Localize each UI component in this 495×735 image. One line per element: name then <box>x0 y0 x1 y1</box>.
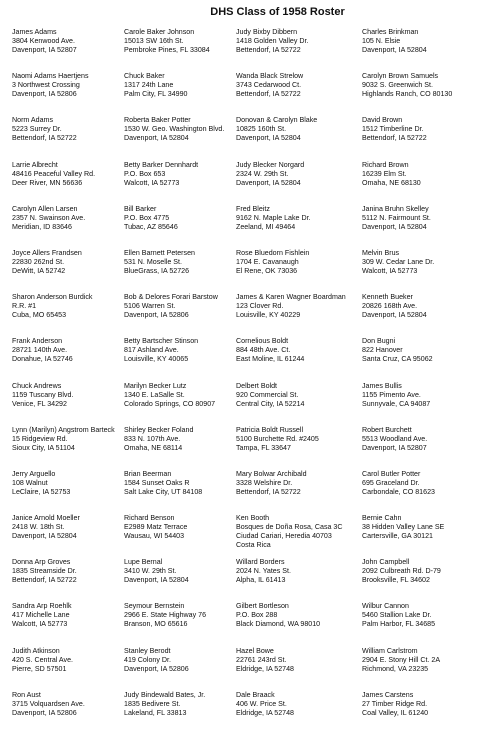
entry-name: Betty Bartscher Stinson <box>124 337 199 346</box>
entry-address-line: Davenport, IA 52804 <box>236 178 301 187</box>
entry-address-line: Davenport, IA 52804 <box>124 576 189 585</box>
entry-address-line: Bettendorf, IA 52722 <box>236 46 301 54</box>
entry-address-line: R.R. #1 <box>12 302 37 311</box>
entry-address-line: 5106 Warren St. <box>124 302 176 311</box>
entry-address-line: BlueGrass, IA 52726 <box>124 266 190 275</box>
entry-address-line: Davenport, IA 52804 <box>362 46 427 54</box>
roster-entry <box>124 293 242 337</box>
roster-entry <box>236 558 354 602</box>
entry-name: Don Bugni <box>362 337 396 346</box>
roster-entry <box>12 647 130 691</box>
entry-name: Judy Bindewald Bates, Jr. <box>124 690 206 699</box>
entry-name: Roberta Baker Potter <box>124 116 191 125</box>
entry-address-line: 20826 168th Ave. <box>362 302 418 311</box>
entry-name: Judy Bixby Dibbern <box>236 28 298 36</box>
entry-address-line: 3 Northwest Crossing <box>12 81 80 90</box>
entry-name: Judy Blecker Norgard <box>236 160 305 169</box>
entry-address-line: 1418 Golden Valley Dr. <box>236 37 309 45</box>
roster-entry <box>362 161 480 205</box>
entry-name: Carolyn Allen Larsen <box>12 204 78 213</box>
entry-address-line: Louisville, KY 40065 <box>124 355 189 364</box>
entry-name: Donna Arp Groves <box>12 558 71 567</box>
entry-name: Chuck Baker <box>124 72 165 81</box>
entry-address-line: Black Diamond, WA 98010 <box>236 620 321 629</box>
entry-address-line: Lakeland, FL 33813 <box>124 708 187 717</box>
entry-address-line: Davenport, IA 52806 <box>124 664 189 673</box>
entry-address-line: 10825 160th St. <box>236 125 287 134</box>
roster-entry <box>362 470 480 514</box>
entry-address-line: 2357 N. Swainson Ave. <box>12 213 86 222</box>
entry-address-line: 2024 N. Yates St. <box>236 567 291 576</box>
entry-address-line: 822 Hanover <box>362 346 403 355</box>
entry-address-line: Davenport, IA 52804 <box>362 222 427 231</box>
roster-entry <box>12 72 130 116</box>
entry-address-line: Tubac, AZ 85646 <box>124 222 178 231</box>
entry-address-line: 123 Clover Rd. <box>236 302 284 311</box>
roster-entry <box>236 337 354 381</box>
entry-address-line: 2904 E. Stony Hill Ct. 2A <box>362 655 441 664</box>
roster-entry <box>12 514 130 558</box>
entry-address-line: 884 48th Ave. Ct. <box>236 346 291 355</box>
entry-name: Ellen Barnett Petersen <box>124 248 195 257</box>
entry-address-line: 3328 Welshire Dr. <box>236 478 293 487</box>
entry-address-line: 1159 Tuscany Blvd. <box>12 390 74 399</box>
roster-entry <box>236 28 354 72</box>
roster-entry <box>12 470 130 514</box>
roster-entry <box>124 426 242 470</box>
roster-entry <box>236 249 354 293</box>
roster-entry <box>12 558 130 602</box>
roster-entry <box>124 382 242 426</box>
entry-name: Shirley Becker Foland <box>124 425 194 434</box>
roster-entry <box>236 470 354 514</box>
entry-address-line: Davenport, IA 52804 <box>124 134 189 143</box>
roster-entry <box>124 470 242 514</box>
entry-name: Carole Baker Johnson <box>124 28 195 36</box>
entry-address-line: Cuba, MO 65453 <box>12 311 67 320</box>
entry-address-line: Brooksville, FL 34602 <box>362 576 430 585</box>
entry-address-line: 38 Hidden Valley Lane SE <box>362 523 445 532</box>
entry-address-line: El Rene, OK 73036 <box>236 266 298 275</box>
roster-entry <box>362 28 480 72</box>
roster-entry <box>362 382 480 426</box>
entry-address-line: 22761 243rd St. <box>236 655 287 664</box>
entry-name: Mary Bolwar Archibald <box>236 469 307 478</box>
roster-entry <box>362 72 480 116</box>
entry-address-line: 3804 Kenwood Ave. <box>12 37 75 45</box>
entry-address-line: Walcott, IA 52773 <box>12 620 68 629</box>
entry-address-line: 920 Commercial St. <box>236 390 299 399</box>
entry-address-line: Costa Rica <box>236 541 271 550</box>
entry-address-line: 28721 140th Ave. <box>12 346 68 355</box>
entry-address-line: Bettendorf, IA 52722 <box>12 134 77 143</box>
entry-address-line: Branson, MO 65616 <box>124 620 188 629</box>
entry-address-line: E2989 Matz Terrace <box>124 523 188 532</box>
entry-address-line: 833 N. 107th Ave. <box>124 434 181 443</box>
entry-address-line: Zeeland, MI 49464 <box>236 222 296 231</box>
entry-name: Patricia Boldt Russell <box>236 425 304 434</box>
entry-address-line: Tampa, FL 33647 <box>236 443 291 452</box>
entry-address-line: Bettendorf, IA 52722 <box>236 90 301 99</box>
entry-address-line: 309 W. Cedar Lane Dr. <box>362 257 435 266</box>
entry-address-line: 419 Colony Dr. <box>124 655 171 664</box>
roster-column-4 <box>362 28 480 735</box>
entry-address-line: Omaha, NE 68130 <box>362 178 421 187</box>
entry-address-line: 1155 Pimento Ave. <box>362 390 421 399</box>
entry-name: Hazel Bowe <box>236 646 274 655</box>
entry-name: Jerry Arguello <box>12 469 56 478</box>
roster-entry <box>362 249 480 293</box>
entry-address-line: Davenport, IA 52804 <box>236 134 301 143</box>
roster-entry <box>124 691 242 735</box>
roster-entry <box>124 72 242 116</box>
entry-address-line: Alpha, IL 61413 <box>236 576 286 585</box>
entry-address-line: Davenport, IA 52804 <box>362 311 427 320</box>
entry-name: Sharon Anderson Burdick <box>12 293 93 302</box>
roster-column-1 <box>12 28 130 735</box>
entry-address-line: Walcott, IA 52773 <box>124 178 180 187</box>
roster-entry <box>124 249 242 293</box>
entry-name: Carolyn Brown Samuels <box>362 72 439 81</box>
entry-name: Carol Butler Potter <box>362 469 421 478</box>
entry-name: Frank Anderson <box>12 337 63 346</box>
entry-address-line: 5100 Burchette Rd. #2405 <box>236 434 319 443</box>
roster-entry <box>362 293 480 337</box>
roster-entry <box>124 514 242 558</box>
roster-title: DHS Class of 1958 Roster <box>210 6 345 18</box>
entry-name: Delbert Boldt <box>236 381 278 390</box>
roster-column-3 <box>236 28 354 735</box>
entry-address-line: 2092 Culbreath Rd. D-79 <box>362 567 441 576</box>
entry-address-line: 5460 Stallion Lake Dr. <box>362 611 432 620</box>
entry-address-line: Colorado Springs, CO 80907 <box>124 399 216 408</box>
entry-name: David Brown <box>362 116 403 125</box>
roster-entry <box>236 293 354 337</box>
entry-address-line: Coal Valley, IL 61240 <box>362 708 429 717</box>
entry-name: Chuck Andrews <box>12 381 62 390</box>
entry-address-line: Davenport, IA 52806 <box>12 708 77 717</box>
entry-name: Cornelious Boldt <box>236 337 289 346</box>
roster-column-2 <box>124 28 242 735</box>
entry-address-line: Bosques de Doña Rosa, Casa 3C <box>236 523 343 532</box>
roster-entry <box>362 691 480 735</box>
roster-entry <box>12 116 130 160</box>
entry-name: Donovan & Carolyn Blake <box>236 116 318 125</box>
entry-address-line: Eldridge, IA 52748 <box>236 664 294 673</box>
entry-address-line: 1704 E. Cavanaugh <box>236 257 299 266</box>
entry-address-line: 817 Ashland Ave. <box>124 346 179 355</box>
entry-name: Gilbert Bortleson <box>236 602 289 611</box>
entry-name: Bernie Cahn <box>362 514 402 523</box>
roster-entry <box>362 205 480 249</box>
entry-address-line: 3743 Cedarwood Ct. <box>236 81 302 90</box>
entry-address-line: 22830 262nd St. <box>12 257 65 266</box>
entry-address-line: Bettendorf, IA 52722 <box>236 487 301 496</box>
entry-address-line: 531 N. Moselle St. <box>124 257 182 266</box>
entry-name: Charles Brinkman <box>362 28 419 36</box>
entry-name: Robert Burchett <box>362 425 412 434</box>
entry-name: James Bullis <box>362 381 402 390</box>
roster-entry <box>362 426 480 470</box>
entry-name: Richard Benson <box>124 514 175 523</box>
entry-address-line: 417 Michelle Lane <box>12 611 70 620</box>
entry-address-line: 9162 N. Maple Lake Dr. <box>236 213 311 222</box>
entry-address-line: Omaha, NE 68114 <box>124 443 183 452</box>
entry-address-line: 2966 E. State Highway 76 <box>124 611 207 620</box>
roster-entry <box>124 205 242 249</box>
entry-name: James & Karen Wagner Boardman <box>236 293 346 302</box>
entry-address-line: 48416 Peaceful Valley Rd. <box>12 169 96 178</box>
entry-address-line: 2418 W. 18th St. <box>12 523 65 532</box>
roster-entry <box>124 647 242 691</box>
entry-name: James Carstens <box>362 690 414 699</box>
entry-name: Bob & Delores Forari Barstow <box>124 293 218 302</box>
roster-entry <box>236 161 354 205</box>
roster-entry <box>12 293 130 337</box>
entry-name: Wilbur Cannon <box>362 602 409 611</box>
entry-name: Betty Barker Dennhardt <box>124 160 199 169</box>
roster-entry <box>236 647 354 691</box>
entry-address-line: 9032 S. Greenwich St. <box>362 81 433 90</box>
entry-address-line: 2324 W. 29th St. <box>236 169 289 178</box>
roster-entry <box>124 116 242 160</box>
entry-address-line: DeWitt, IA 52742 <box>12 266 66 275</box>
entry-address-line: LeClaire, IA 52753 <box>12 487 71 496</box>
entry-address-line: 1317 24th Lane <box>124 81 174 90</box>
entry-name: Norm Adams <box>12 116 53 125</box>
entry-address-line: 1584 Sunset Oaks R <box>124 478 190 487</box>
entry-address-line: Bettendorf, IA 52722 <box>362 134 427 143</box>
entry-name: Kenneth Bueker <box>362 293 413 302</box>
roster-entry <box>12 28 130 72</box>
entry-name: Ron Aust <box>12 690 41 699</box>
entry-name: Lupe Bernal <box>124 558 163 567</box>
entry-address-line: Bettendorf, IA 52722 <box>12 576 77 585</box>
entry-address-line: 5223 Surrey Dr. <box>12 125 62 134</box>
entry-address-line: 15013 SW 16th St. <box>124 37 184 45</box>
entry-address-line: 108 Walnut <box>12 478 48 487</box>
entry-name: Brian Beerman <box>124 469 172 478</box>
entry-address-line: Donahue, IA 52746 <box>12 355 73 364</box>
roster-entry <box>362 337 480 381</box>
entry-name: Marilyn Becker Lutz <box>124 381 187 390</box>
entry-address-line: Davenport, IA 52806 <box>12 90 77 99</box>
entry-address-line: P.O. Box 653 <box>124 169 166 178</box>
entry-address-line: P.O. Box 288 <box>236 611 278 620</box>
entry-address-line: 15 Ridgeview Rd. <box>12 434 68 443</box>
roster-entry <box>124 337 242 381</box>
entry-address-line: Palm City, FL 34990 <box>124 90 188 99</box>
entry-address-line: Palm Harbor, FL 34685 <box>362 620 436 629</box>
roster-entry <box>236 205 354 249</box>
entry-name: Sandra Arp Roehlk <box>12 602 72 611</box>
entry-name: Fred Bleitz <box>236 204 270 213</box>
entry-address-line: Highlands Ranch, CO 80130 <box>362 90 453 99</box>
entry-name: Melvin Brus <box>362 248 400 257</box>
entry-address-line: Sunnyvale, CA 94087 <box>362 399 431 408</box>
entry-name: Wanda Black Strelow <box>236 72 304 81</box>
entry-address-line: Meridian, ID 83646 <box>12 222 72 231</box>
entry-address-line: 1340 E. LaSalle St. <box>124 390 185 399</box>
entry-name: Joyce Allers Frandsen <box>12 248 82 257</box>
roster-entry <box>236 72 354 116</box>
roster-entry <box>362 647 480 691</box>
roster-entry <box>12 161 130 205</box>
roster-entry <box>12 691 130 735</box>
entry-name: Bill Barker <box>124 204 157 213</box>
entry-name: Seymour Bernstein <box>124 602 185 611</box>
roster-entry <box>236 514 354 558</box>
entry-address-line: Santa Cruz, CA 95062 <box>362 355 433 364</box>
entry-address-line: Salt Lake City, UT 84108 <box>124 487 203 496</box>
entry-name: Willard Borders <box>236 558 285 567</box>
entry-name: Judith Atkinson <box>12 646 60 655</box>
roster-entry <box>124 558 242 602</box>
entry-address-line: 406 W. Price St. <box>236 699 287 708</box>
entry-address-line: P.O. Box 4775 <box>124 213 170 222</box>
entry-address-line: 1512 Timberline Dr. <box>362 125 424 134</box>
entry-address-line: Central City, IA 52214 <box>236 399 305 408</box>
entry-name: Lynn (Marilyn) Angstrom Barteck <box>12 425 115 434</box>
roster-entry <box>236 116 354 160</box>
roster-entry <box>12 337 130 381</box>
entry-name: Richard Brown <box>362 160 409 169</box>
entry-name: Janina Bruhn Skelley <box>362 204 429 213</box>
entry-name: Stanley Berodt <box>124 646 171 655</box>
roster-entry <box>362 514 480 558</box>
roster-entry <box>236 382 354 426</box>
entry-name: Dale Braack <box>236 690 275 699</box>
entry-address-line: Carbondale, CO 81623 <box>362 487 435 496</box>
roster-entry <box>12 426 130 470</box>
entry-name: William Carlstrom <box>362 646 418 655</box>
entry-address-line: Pierre, SD 57501 <box>12 664 67 673</box>
entry-address-line: Cartersville, GA 30121 <box>362 532 433 541</box>
entry-name: Janice Arnold Moeller <box>12 514 80 523</box>
entry-address-line: Pembroke Pines, FL 33084 <box>124 46 210 54</box>
entry-address-line: 16239 Elm St. <box>362 169 407 178</box>
entry-address-line: Richmond, VA 23235 <box>362 664 429 673</box>
roster-entry <box>124 28 242 72</box>
entry-address-line: 5513 Woodland Ave. <box>362 434 428 443</box>
entry-name: Ken Booth <box>236 514 270 523</box>
entry-name: John Campbell <box>362 558 410 567</box>
entry-address-line: 420 S. Central Ave. <box>12 655 73 664</box>
roster-entry <box>12 249 130 293</box>
entry-address-line: Davenport, IA 52807 <box>12 46 77 54</box>
entry-address-line: 3715 Volquardsen Ave. <box>12 699 85 708</box>
entry-address-line: 1835 Streamside Dr. <box>12 567 77 576</box>
entry-address-line: Louisville, KY 40229 <box>236 311 301 320</box>
entry-address-line: Walcott, IA 52773 <box>362 266 418 275</box>
roster-entry <box>362 558 480 602</box>
roster-entry <box>12 205 130 249</box>
roster-entry <box>124 161 242 205</box>
entry-address-line: Ciudad Cariari, Heredia 40703 <box>236 532 332 541</box>
roster-entry <box>362 116 480 160</box>
entry-address-line: Deer River, MN 56636 <box>12 178 83 187</box>
entry-address-line: Davenport, IA 52806 <box>124 311 189 320</box>
roster-entry <box>236 426 354 470</box>
entry-address-line: 1835 Bedivere St. <box>124 699 181 708</box>
entry-address-line: 1530 W. Geo. Washington Blvd. <box>124 125 225 134</box>
entry-address-line: 695 Graceland Dr. <box>362 478 420 487</box>
roster-entry <box>236 691 354 735</box>
entry-address-line: 27 Timber Ridge Rd. <box>362 699 428 708</box>
entry-name: Naomi Adams Haertjens <box>12 72 89 81</box>
entry-address-line: Davenport, IA 52807 <box>362 443 427 452</box>
entry-address-line: 105 N. Elsie <box>362 37 401 45</box>
entry-address-line: Venice, FL 34292 <box>12 399 67 408</box>
entry-address-line: East Moline, IL 61244 <box>236 355 305 364</box>
entry-name: James Adams <box>12 28 57 36</box>
entry-address-line: Eldridge, IA 52748 <box>236 708 294 717</box>
entry-address-line: 3410 W. 29th St. <box>124 567 177 576</box>
entry-name: Rose Bluedorn Fishlein <box>236 248 310 257</box>
entry-address-line: 5112 N. Fairmount St. <box>362 213 431 222</box>
roster-entry <box>12 382 130 426</box>
entry-address-line: Sioux City, IA 51104 <box>12 443 75 452</box>
entry-address-line: Davenport, IA 52804 <box>12 532 77 541</box>
entry-address-line: Wausau, WI 54403 <box>124 532 185 541</box>
entry-name: Larrie Albrecht <box>12 160 58 169</box>
